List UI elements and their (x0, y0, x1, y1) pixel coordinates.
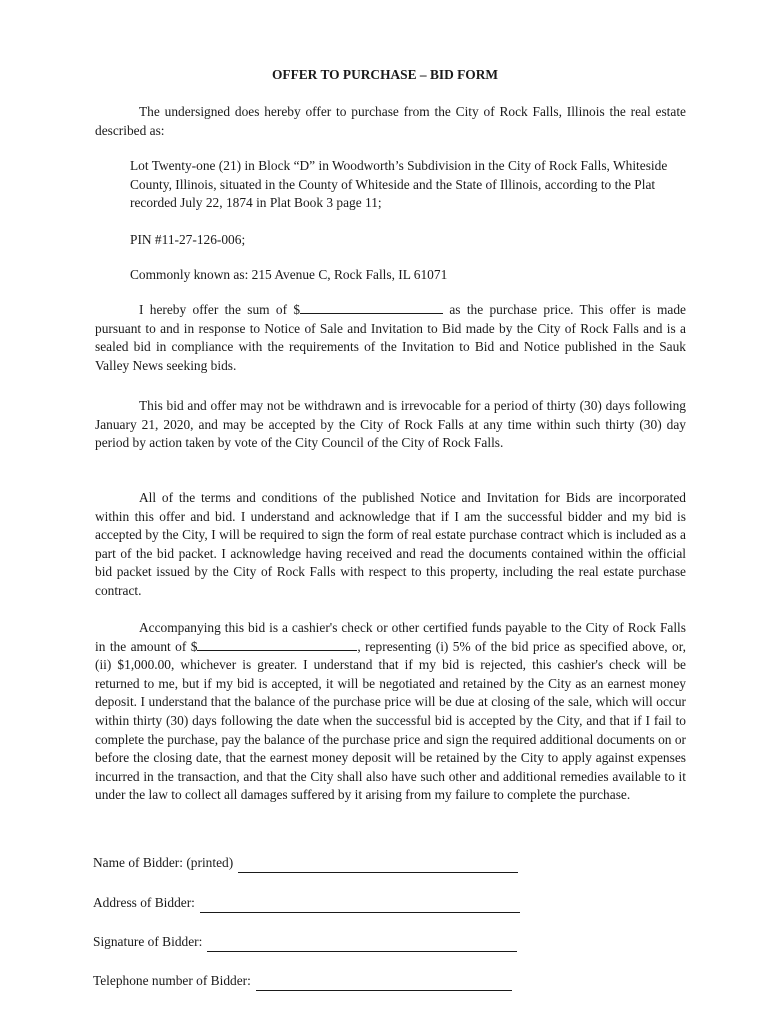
irrevocable-paragraph: This bid and offer may not be withdrawn and is irrevocable for a period of thirty (30) days following January 21, 2020, and may be accepted by the City of Rock Falls at any time within such thirty (30) day period by action taken by vote of the City Council of the City of Rock Falls. (95, 398, 686, 451)
offer-amount-blank[interactable] (300, 301, 443, 314)
legal-description: Lot Twenty-one (21) in Block “D” in Woodworth’s Subdivision in the City of Rock Falls, Whiteside County, Illinois, situated in the County of Whiteside and the State of Illinois, according to the Plat recorded July 22, 1874 in Plat Book 3 page 11; (130, 158, 668, 211)
intro-paragraph: The undersigned does hereby offer to purchase from the City of Rock Falls, Illinois the real estate described as: (95, 104, 686, 138)
bidder-signature-label: Signature of Bidder: (93, 934, 203, 949)
bidder-telephone-row (93, 972, 553, 991)
bidder-name-field[interactable] (238, 858, 518, 873)
offer-paragraph (95, 301, 686, 375)
offer-prefix: I hereby offer the sum of $ (139, 302, 301, 317)
bidder-name-label: Name of Bidder: (printed) (93, 855, 234, 870)
bidder-signature-row (93, 933, 553, 952)
deposit-suffix: , representing (i) 5% of the bid price as specified above, or, (ii) $1,000.00, whichever is greater. I understand that if my bid is rejected, this cashier's check will be returned to me, but if my bid is accepted, it will be negotiated and retained by the City as an earnest money deposit. I understand that the balance of the purchase price will be due at closing of the sale, which will occur within thirty (30) days following the date when the successful bid is accepted by the City, and that if I fail to complete the purchase, pay the balance of the purchase price and sign the required additional documents on or before the closing date, that the earnest money deposit will be retained by the City to apply against expenses incurred in the transaction, and that the City shall also have such other and additional remedies available to it under the law to collect all damages suffered by it arising from my failure to complete the purchase. (95, 638, 686, 803)
bidder-telephone-label: Telephone number of Bidder: (93, 973, 251, 988)
bidder-address-label: Address of Bidder: (93, 895, 195, 910)
pin-number: PIN #11-27-126-006; (130, 232, 246, 247)
common-address: Commonly known as: 215 Avenue C, Rock Falls, IL 61071 (130, 267, 448, 282)
page-title: OFFER TO PURCHASE – BID FORM (271, 67, 499, 82)
deposit-prefix: Accompanying this bid is a cashier's check or other certified funds payable to the City of Rock Falls in the amount of $ (95, 620, 686, 654)
offer-suffix: as the purchase price. This offer is made pursuant to and in response to Notice of Sale and Invitation to Bid made by the City of Rock Falls and is a sealed bid in compliance with the requirements of the Invitation to Bid and Notice published in the Sauk Valley News seeking bids. (95, 302, 686, 373)
bidder-signature-field[interactable] (207, 937, 517, 952)
bidder-name-row (93, 854, 553, 873)
bidder-telephone-field[interactable] (256, 976, 512, 991)
bidder-address-row (93, 894, 553, 913)
deposit-paragraph (95, 619, 686, 805)
deposit-amount-blank[interactable] (197, 638, 357, 651)
bidder-address-field[interactable] (200, 898, 520, 913)
terms-paragraph: All of the terms and conditions of the published Notice and Invitation for Bids are incorporated within this offer and bid. I understand and acknowledge that if I am the successful bidder and my bid is accepted by the City, I will be required to sign the form of real estate purchase contract which is included as a part of the bid packet. I acknowledge having received and read the documents contained within the official bid packet issued by the City of Rock Falls with respect to this property, including the real estate purchase contract. (95, 490, 686, 598)
